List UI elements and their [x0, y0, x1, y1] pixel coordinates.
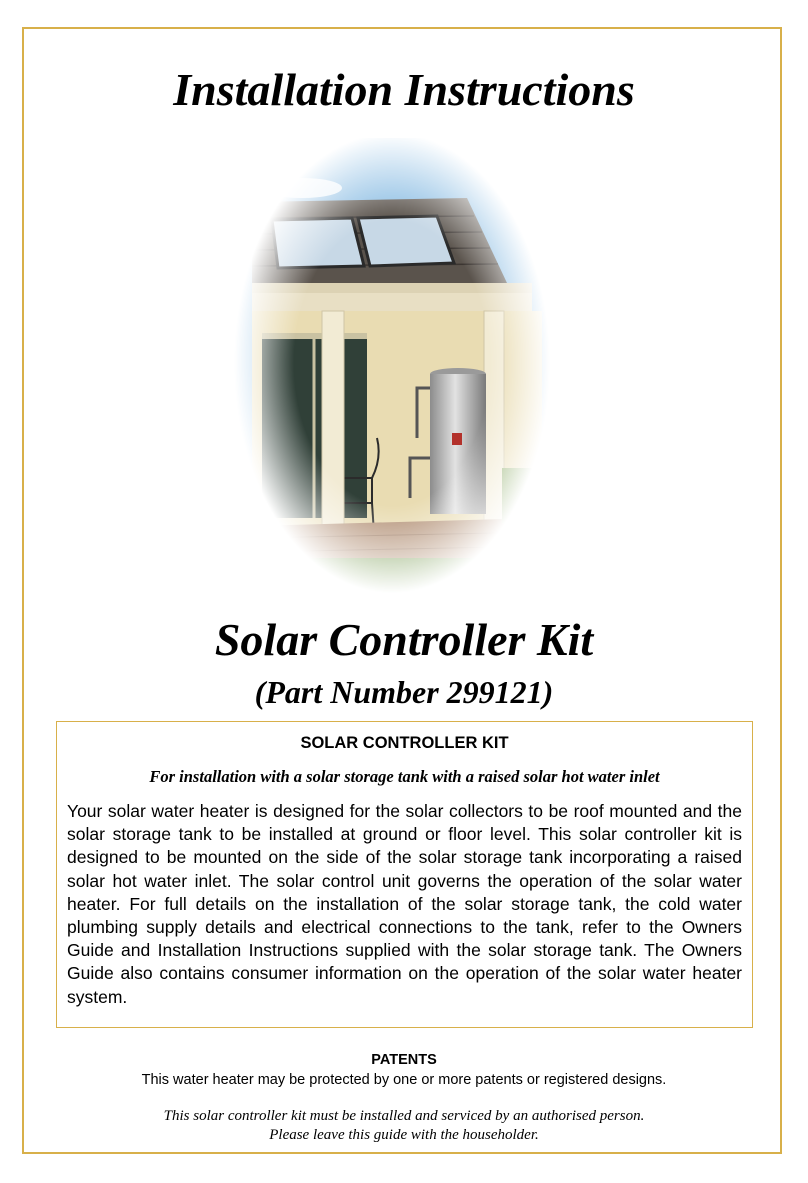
info-box-heading: SOLAR CONTROLLER KIT	[300, 734, 509, 752]
info-box-body: Your solar water heater is designed for the solar collectors to be roof mounted and the solar storage tank to be installed at ground or floor level. This solar controller kit is designed to be mounted on the side of the solar storage tank incorporating a raised solar hot water inlet. The solar control unit governs the operation of the solar water heater. For full details on the installation of the solar storage tank, the cold water plumbing supply details and electrical connections to the tank, refer to the Owners Guide and Installation Instructions supplied with the solar storage tank. The Owners Guide also contains consumer information on the operation of the solar water heater system.	[67, 801, 742, 1007]
info-box	[56, 721, 753, 1028]
footer-line-2: Please leave this guide with the householder.	[269, 1127, 539, 1143]
patents-heading: PATENTS	[371, 1052, 437, 1068]
footer-note	[0, 1107, 808, 1145]
part-number: (Part Number 299121)	[254, 674, 554, 710]
footer-line-1: This solar controller kit must be installed and serviced by an authorised person.	[163, 1108, 645, 1124]
house-solar-photo	[232, 138, 552, 598]
product-title: Solar Controller Kit	[214, 614, 594, 665]
info-box-subheading: For installation with a solar storage tank with a raised solar hot water inlet	[149, 767, 660, 786]
page-title: Installation Instructions	[173, 64, 635, 115]
patents-text: This water heater may be protected by one or more patents or registered designs.	[141, 1072, 667, 1088]
